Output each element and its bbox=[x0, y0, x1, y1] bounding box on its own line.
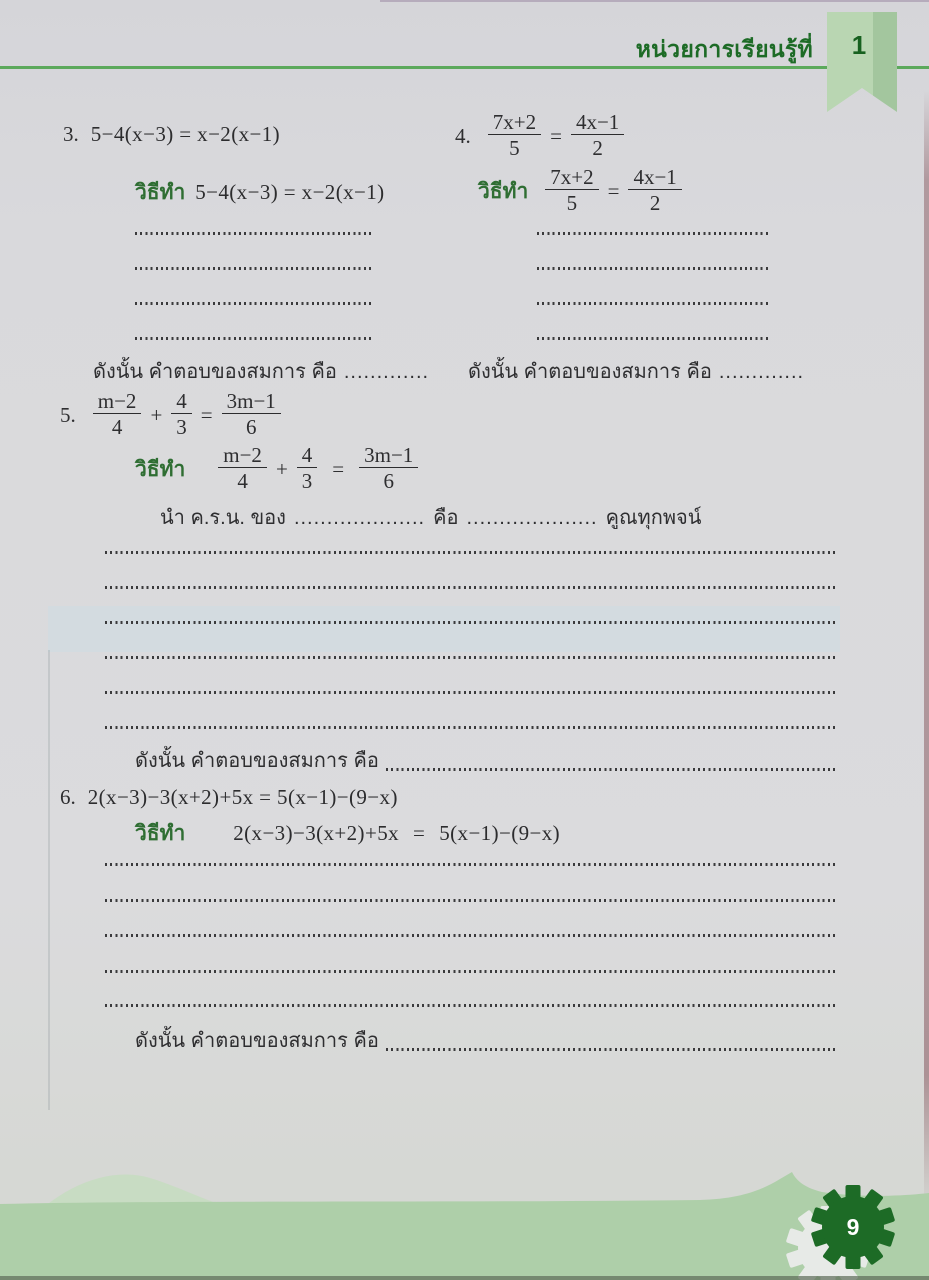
fraction-numerator: 4 bbox=[301, 443, 313, 467]
problem-6-method-left: 2(x−3)−3(x+2)+5x bbox=[233, 821, 399, 845]
problem-3-method bbox=[135, 176, 385, 209]
problem-5-method bbox=[135, 444, 423, 494]
writing-line bbox=[105, 970, 838, 973]
method-label: วิธีทำ bbox=[135, 457, 186, 481]
scan-right-edge bbox=[924, 90, 929, 1210]
writing-line bbox=[105, 1004, 838, 1007]
problem-4-number: 4. bbox=[455, 123, 471, 148]
writing-line bbox=[105, 899, 838, 902]
ghost-vline bbox=[48, 650, 50, 1110]
plus-sign: + bbox=[150, 402, 163, 427]
problem-6-statement bbox=[60, 785, 398, 810]
equals-sign: = bbox=[413, 821, 426, 845]
answer-fill-line bbox=[386, 768, 838, 771]
problem-6-method-right: 5(x−1)−(9−x) bbox=[439, 821, 561, 845]
fraction-denominator: 5 bbox=[488, 134, 541, 161]
writing-line bbox=[105, 586, 838, 589]
fraction-numerator: 4x−1 bbox=[633, 165, 677, 189]
fraction-numerator: 3m−1 bbox=[364, 443, 414, 467]
lcm-prefix: นำ ค.ร.น. ของ bbox=[160, 507, 286, 529]
method-label: วิธีทำ bbox=[478, 179, 529, 203]
problem-5-lcm-line bbox=[160, 501, 701, 533]
writing-line bbox=[537, 337, 768, 340]
fraction-numerator: 4x−1 bbox=[575, 110, 620, 134]
page-number: 9 bbox=[846, 1214, 860, 1240]
fraction bbox=[488, 111, 541, 161]
ghost-band bbox=[48, 606, 840, 652]
problem-6-equation: 2(x−3)−3(x+2)+5x = 5(x−1)−(9−x) bbox=[87, 785, 398, 809]
method-label: วิธีทำ bbox=[135, 181, 186, 204]
equals-sign: = bbox=[607, 178, 620, 203]
fraction-denominator: 2 bbox=[571, 134, 624, 161]
answer-label: ดังนั้น คำตอบของสมการ คือ bbox=[468, 361, 712, 383]
writing-line bbox=[135, 302, 372, 305]
problem-3-statement bbox=[63, 122, 280, 147]
fraction bbox=[222, 390, 281, 440]
equals-sign: = bbox=[332, 456, 345, 481]
problem-6-answer-line bbox=[135, 1024, 838, 1056]
fraction-denominator: 5 bbox=[545, 189, 598, 216]
fraction bbox=[218, 444, 267, 494]
fraction-numerator: 7x+2 bbox=[492, 110, 537, 134]
problem-4-method bbox=[478, 166, 687, 216]
problem-5-statement bbox=[60, 390, 286, 440]
writing-line bbox=[537, 267, 768, 270]
answer-label: ดังนั้น คำตอบของสมการ คือ bbox=[93, 361, 337, 383]
problem-6-number: 6. bbox=[60, 785, 76, 809]
lcm-dots: .................... bbox=[466, 507, 598, 529]
fraction-numerator: 7x+2 bbox=[550, 165, 594, 189]
writing-line bbox=[105, 691, 838, 694]
fraction bbox=[93, 390, 142, 440]
plus-sign: + bbox=[275, 456, 288, 481]
fraction-denominator: 6 bbox=[222, 413, 281, 440]
fraction-denominator: 3 bbox=[297, 467, 318, 494]
answer-label: ดังนั้น คำตอบของสมการ คือ bbox=[135, 1030, 379, 1052]
writing-line bbox=[135, 232, 372, 235]
problem-3-method-equation: 5−4(x−3) = x−2(x−1) bbox=[195, 180, 385, 204]
writing-line bbox=[105, 934, 838, 937]
writing-line bbox=[105, 551, 838, 554]
fraction bbox=[571, 111, 624, 161]
writing-line bbox=[105, 621, 838, 624]
fraction bbox=[297, 444, 318, 494]
footer-decoration bbox=[0, 1130, 929, 1280]
problem-5-answer-line bbox=[135, 744, 838, 776]
answer-dots: ............. bbox=[343, 361, 430, 383]
fraction-numerator: 4 bbox=[176, 389, 187, 413]
fraction-denominator: 2 bbox=[628, 189, 681, 216]
equals-sign: = bbox=[550, 123, 562, 148]
fraction-denominator: 4 bbox=[93, 413, 142, 440]
problem-4-answer-line bbox=[468, 355, 804, 387]
equals-sign: = bbox=[200, 402, 213, 427]
unit-number: 1 bbox=[851, 30, 867, 60]
lcm-suffix: คูณทุกพจน์ bbox=[605, 507, 702, 529]
fraction-numerator: m−2 bbox=[97, 389, 137, 413]
scan-bottom-edge bbox=[0, 1276, 929, 1280]
fraction-denominator: 3 bbox=[171, 413, 192, 440]
problem-3-equation: 5−4(x−3) = x−2(x−1) bbox=[90, 122, 281, 146]
fraction bbox=[545, 166, 598, 216]
page-gear-icon bbox=[811, 1185, 896, 1269]
header-rule-right bbox=[897, 66, 929, 69]
scan-top-edge bbox=[380, 0, 929, 2]
writing-line bbox=[135, 337, 372, 340]
answer-dots: ............. bbox=[718, 361, 805, 383]
writing-line bbox=[537, 302, 768, 305]
writing-line bbox=[135, 267, 372, 270]
unit-ribbon bbox=[827, 12, 897, 112]
writing-line bbox=[105, 726, 838, 729]
fraction-denominator: 4 bbox=[218, 467, 267, 494]
problem-3-number: 3. bbox=[63, 122, 79, 146]
fraction bbox=[171, 390, 192, 440]
writing-line bbox=[537, 232, 768, 235]
unit-title: หน่วยการเรียนรู้ที่ bbox=[635, 36, 813, 62]
fraction-numerator: m−2 bbox=[223, 443, 262, 467]
fraction bbox=[359, 444, 418, 494]
fraction-numerator: 3m−1 bbox=[226, 389, 276, 413]
answer-label: ดังนั้น คำตอบของสมการ คือ bbox=[135, 750, 379, 772]
lcm-dots: .................... bbox=[293, 507, 426, 529]
writing-line bbox=[105, 863, 838, 866]
answer-fill-line bbox=[386, 1048, 838, 1051]
writing-line bbox=[105, 656, 838, 659]
method-label: วิธีทำ bbox=[135, 822, 186, 845]
fraction-denominator: 6 bbox=[359, 467, 418, 494]
problem-4-statement bbox=[455, 111, 629, 161]
problem-3-answer-line bbox=[93, 355, 429, 387]
problem-6-method bbox=[135, 817, 560, 850]
lcm-mid: คือ bbox=[433, 507, 459, 529]
fraction bbox=[628, 166, 681, 216]
problem-5-number: 5. bbox=[60, 402, 76, 427]
